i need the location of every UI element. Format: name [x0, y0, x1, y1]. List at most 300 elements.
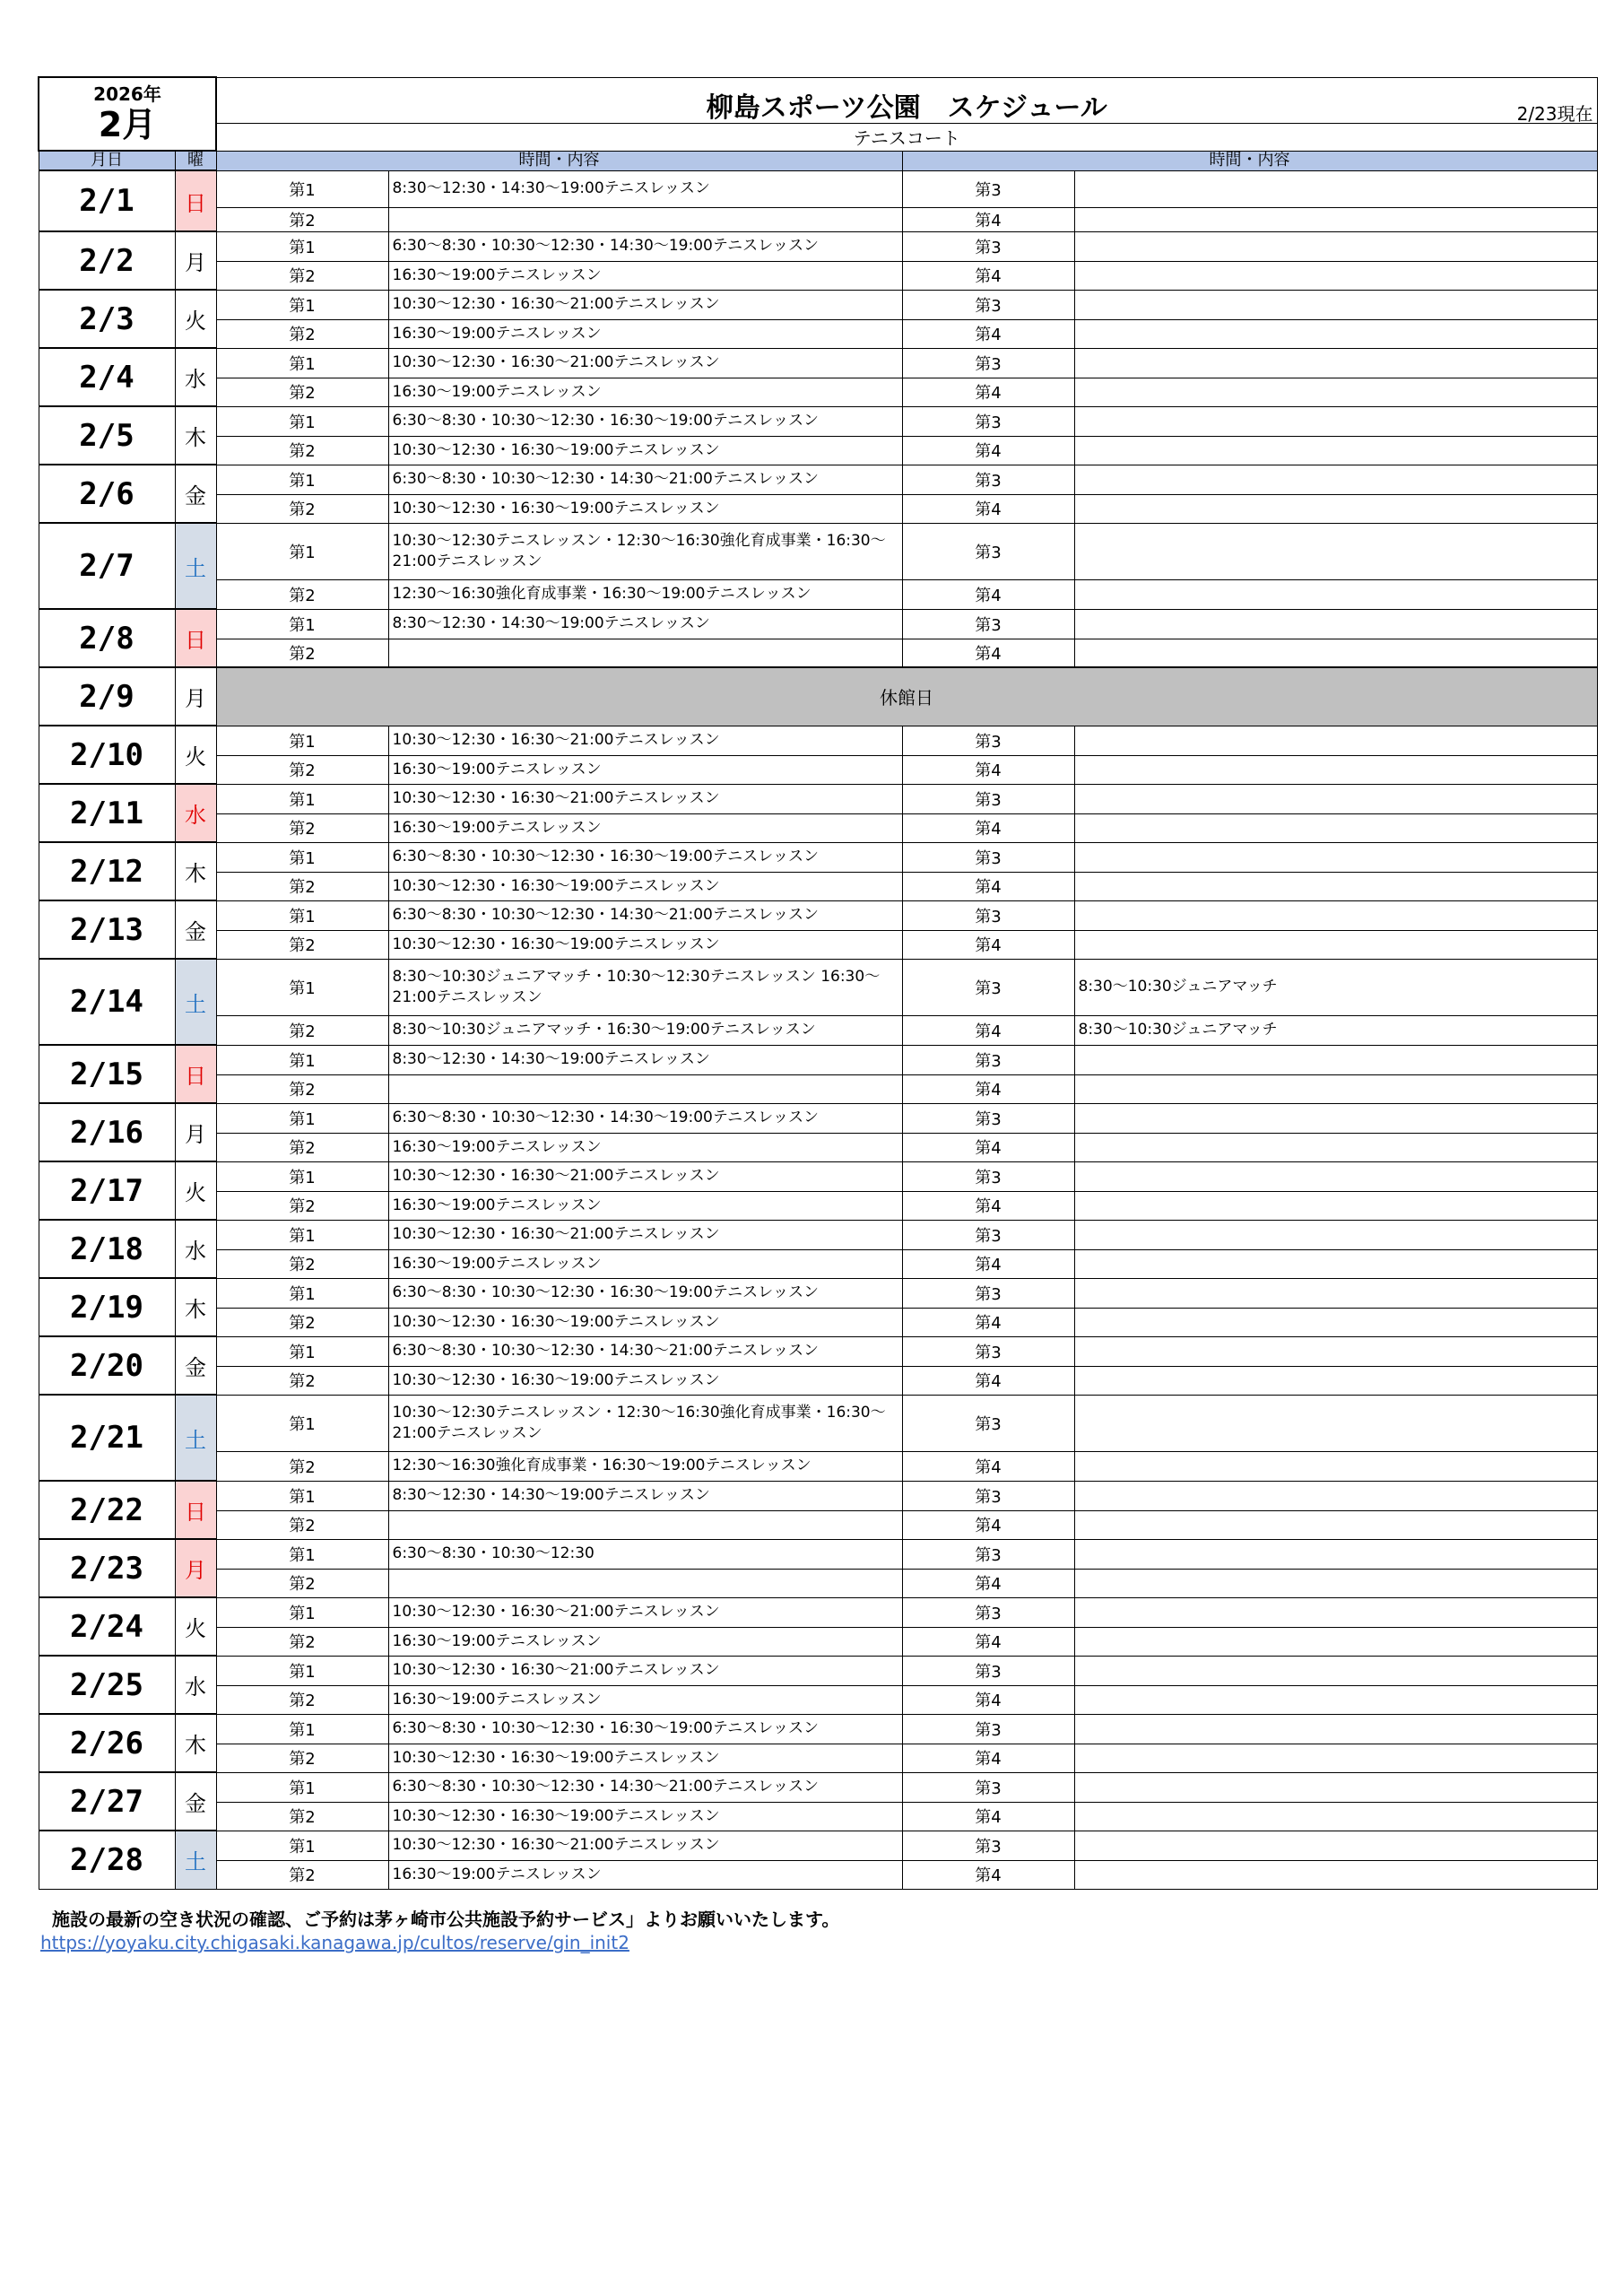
court-schedule	[1074, 1249, 1597, 1278]
court-schedule: 8:30～12:30・14:30～19:00テニスレッスン	[388, 1045, 902, 1074]
day-row	[39, 1278, 1597, 1308]
court-schedule	[1074, 231, 1597, 261]
column-header-date: 月日	[39, 151, 175, 170]
court-label: 第3	[902, 1161, 1074, 1191]
day-date: 2/14	[39, 959, 175, 1045]
court-label: 第2	[216, 1308, 388, 1336]
court-schedule: 16:30～19:00テニスレッスン	[388, 755, 902, 784]
court-label: 第3	[902, 1278, 1074, 1308]
day-of-week: 月	[175, 1539, 216, 1597]
day-date: 2/12	[39, 842, 175, 900]
day-of-week: 日	[175, 1045, 216, 1103]
court-schedule: 10:30～12:30・16:30～21:00テニスレッスン	[388, 290, 902, 319]
day-row	[39, 1045, 1597, 1074]
day-row	[39, 1395, 1597, 1451]
court-schedule: 10:30～12:30・16:30～21:00テニスレッスン	[388, 726, 902, 755]
court-schedule: 16:30～19:00テニスレッスン	[388, 1249, 902, 1278]
day-of-week: 木	[175, 1278, 216, 1336]
day-date: 2/18	[39, 1220, 175, 1278]
court-schedule	[1074, 1278, 1597, 1308]
day-row	[39, 1539, 1597, 1569]
court-label: 第4	[902, 1451, 1074, 1481]
day-row	[39, 1569, 1597, 1597]
court-schedule	[1074, 1685, 1597, 1714]
court-label: 第1	[216, 1336, 388, 1366]
schedule-body	[39, 77, 1597, 1889]
court-label: 第1	[216, 1103, 388, 1133]
day-date: 2/17	[39, 1161, 175, 1220]
day-row	[39, 813, 1597, 842]
court-label: 第1	[216, 290, 388, 319]
as-of-date: 2/23現在	[1516, 102, 1593, 123]
court-label: 第1	[216, 348, 388, 378]
court-label: 第2	[216, 755, 388, 784]
court-schedule: 10:30～12:30・16:30～21:00テニスレッスン	[388, 1831, 902, 1860]
court-label: 第4	[902, 1744, 1074, 1772]
day-row	[39, 1133, 1597, 1161]
court-schedule	[388, 1074, 902, 1103]
court-schedule: 16:30～19:00テニスレッスン	[388, 813, 902, 842]
court-label: 第1	[216, 609, 388, 639]
day-row	[39, 170, 1597, 207]
court-label: 第3	[902, 231, 1074, 261]
day-row	[39, 667, 1597, 726]
court-schedule: 10:30～12:30・16:30～19:00テニスレッスン	[388, 1802, 902, 1831]
court-label: 第4	[902, 494, 1074, 523]
court-schedule	[1074, 872, 1597, 900]
court-schedule: 10:30～12:30・16:30～21:00テニスレッスン	[388, 1656, 902, 1685]
court-schedule: 6:30～8:30・10:30～12:30・16:30～19:00テニスレッスン	[388, 406, 902, 436]
day-row	[39, 378, 1597, 406]
court-schedule	[1074, 348, 1597, 378]
court-label: 第2	[216, 207, 388, 231]
court-schedule	[1074, 1714, 1597, 1744]
court-schedule: 10:30～12:30・16:30～19:00テニスレッスン	[388, 494, 902, 523]
court-label: 第4	[902, 1133, 1074, 1161]
court-label: 第4	[902, 1860, 1074, 1889]
court-schedule: 10:30～12:30・16:30～19:00テニスレッスン	[388, 930, 902, 959]
court-label: 第4	[902, 319, 1074, 348]
court-schedule: 12:30～16:30強化育成事業・16:30～19:00テニスレッスン	[388, 1451, 902, 1481]
month-label: 2月	[98, 105, 157, 144]
court-label: 第3	[902, 1103, 1074, 1133]
court-label: 第4	[902, 579, 1074, 609]
day-row	[39, 609, 1597, 639]
page-title: 柳島スポーツ公園 スケジュール	[706, 91, 1107, 123]
day-row	[39, 1451, 1597, 1481]
schedule-table	[38, 76, 1598, 1890]
day-of-week: 金	[175, 1772, 216, 1831]
day-row	[39, 1744, 1597, 1772]
court-schedule	[1074, 609, 1597, 639]
court-label: 第4	[902, 261, 1074, 290]
court-schedule	[1074, 842, 1597, 872]
court-label: 第3	[902, 1656, 1074, 1685]
day-date: 2/9	[39, 667, 175, 726]
day-date: 2/7	[39, 523, 175, 609]
court-label: 第3	[902, 1772, 1074, 1802]
court-label: 第4	[902, 930, 1074, 959]
day-of-week: 火	[175, 1161, 216, 1220]
court-label: 第3	[902, 1831, 1074, 1860]
court-label: 第1	[216, 1831, 388, 1860]
court-label: 第1	[216, 1772, 388, 1802]
day-row	[39, 755, 1597, 784]
court-label: 第4	[902, 813, 1074, 842]
court-label: 第3	[902, 406, 1074, 436]
day-of-week: 火	[175, 1597, 216, 1656]
court-schedule	[1074, 1161, 1597, 1191]
court-schedule: 8:30～12:30・14:30～19:00テニスレッスン	[388, 170, 902, 207]
court-schedule: 6:30～8:30・10:30～12:30・16:30～19:00テニスレッスン	[388, 842, 902, 872]
court-schedule: 8:30～10:30ジュニアマッチ・16:30～19:00テニスレッスン	[388, 1015, 902, 1045]
court-label: 第1	[216, 1656, 388, 1685]
court-schedule	[388, 207, 902, 231]
day-row	[39, 1015, 1597, 1045]
court-schedule	[1074, 261, 1597, 290]
court-schedule	[388, 1569, 902, 1597]
court-label: 第1	[216, 1481, 388, 1510]
court-label: 第1	[216, 1278, 388, 1308]
day-row	[39, 319, 1597, 348]
court-label: 第4	[902, 1802, 1074, 1831]
day-row	[39, 1220, 1597, 1249]
court-label: 第4	[902, 207, 1074, 231]
footer-note: 施設の最新の空き状況の確認、ご予約は茅ヶ崎市公共施設予約サービス」よりお願いいたします。	[52, 1909, 840, 1930]
court-schedule: 10:30～12:30・16:30～21:00テニスレッスン	[388, 348, 902, 378]
court-label: 第4	[902, 1015, 1074, 1045]
day-row	[39, 1510, 1597, 1539]
day-row	[39, 842, 1597, 872]
court-label: 第4	[902, 1569, 1074, 1597]
court-label: 第1	[216, 170, 388, 207]
court-schedule: 6:30～8:30・10:30～12:30	[388, 1539, 902, 1569]
day-row	[39, 290, 1597, 319]
court-label: 第2	[216, 1627, 388, 1656]
court-label: 第1	[216, 1714, 388, 1744]
day-of-week: 水	[175, 784, 216, 842]
court-schedule	[1074, 1831, 1597, 1860]
day-row	[39, 494, 1597, 523]
column-header-dow: 曜	[175, 151, 216, 170]
day-row	[39, 1191, 1597, 1220]
day-of-week: 土	[175, 1395, 216, 1481]
court-label: 第2	[216, 319, 388, 348]
court-label: 第2	[216, 436, 388, 465]
day-of-week: 土	[175, 1831, 216, 1889]
reservation-link[interactable]: https://yoyaku.city.chigasaki.kanagawa.jp/cultos/reserve/gin_init2	[40, 1932, 629, 1953]
court-schedule: 8:30～10:30ジュニアマッチ・10:30～12:30テニスレッスン 16:30～21:00テニスレッスン	[388, 959, 902, 1015]
day-of-week: 月	[175, 667, 216, 726]
day-row	[39, 1336, 1597, 1366]
court-label: 第4	[902, 872, 1074, 900]
court-schedule: 6:30～8:30・10:30～12:30・14:30～21:00テニスレッスン	[388, 1772, 902, 1802]
day-row	[39, 1249, 1597, 1278]
day-of-week: 水	[175, 1656, 216, 1714]
court-label: 第1	[216, 465, 388, 494]
court-schedule	[1074, 1510, 1597, 1539]
day-row	[39, 1597, 1597, 1627]
court-label: 第3	[902, 959, 1074, 1015]
day-date: 2/24	[39, 1597, 175, 1656]
court-label: 第2	[216, 930, 388, 959]
court-schedule: 8:30～12:30・14:30～19:00テニスレッスン	[388, 609, 902, 639]
court-schedule	[1074, 1656, 1597, 1685]
day-of-week: 月	[175, 231, 216, 290]
day-of-week: 火	[175, 726, 216, 784]
court-schedule: 6:30～8:30・10:30～12:30・14:30～21:00テニスレッスン	[388, 465, 902, 494]
court-schedule: 16:30～19:00テニスレッスン	[388, 378, 902, 406]
court-label: 第4	[902, 1074, 1074, 1103]
court-label: 第1	[216, 523, 388, 579]
court-label: 第4	[902, 1249, 1074, 1278]
day-row	[39, 231, 1597, 261]
court-schedule	[1074, 1133, 1597, 1161]
court-label: 第1	[216, 784, 388, 813]
day-row	[39, 1714, 1597, 1744]
court-label: 第4	[902, 378, 1074, 406]
court-label: 第3	[902, 1481, 1074, 1510]
court-label: 第3	[902, 465, 1074, 494]
court-schedule: 16:30～19:00テニスレッスン	[388, 319, 902, 348]
day-date: 2/15	[39, 1045, 175, 1103]
court-schedule	[1074, 207, 1597, 231]
court-label: 第3	[902, 726, 1074, 755]
court-label: 第4	[902, 1510, 1074, 1539]
court-schedule	[1074, 1481, 1597, 1510]
court-label: 第3	[902, 523, 1074, 579]
day-date: 2/13	[39, 900, 175, 959]
day-of-week: 金	[175, 900, 216, 959]
year-month-cell	[39, 77, 216, 151]
court-label: 第3	[902, 784, 1074, 813]
court-schedule: 10:30～12:30テニスレッスン・12:30～16:30強化育成事業・16:30～21:00テニスレッスン	[388, 523, 902, 579]
court-schedule	[1074, 1772, 1597, 1802]
day-row	[39, 348, 1597, 378]
court-schedule	[1074, 319, 1597, 348]
court-schedule: 16:30～19:00テニスレッスン	[388, 261, 902, 290]
court-label: 第1	[216, 1539, 388, 1569]
court-schedule: 16:30～19:00テニスレッスン	[388, 1133, 902, 1161]
day-row	[39, 784, 1597, 813]
day-of-week: 日	[175, 609, 216, 667]
day-date: 2/4	[39, 348, 175, 406]
court-schedule: 16:30～19:00テニスレッスン	[388, 1860, 902, 1889]
day-row	[39, 1772, 1597, 1802]
court-label: 第1	[216, 842, 388, 872]
court-schedule: 6:30～8:30・10:30～12:30・14:30～21:00テニスレッスン	[388, 900, 902, 930]
court-label: 第3	[902, 1336, 1074, 1366]
day-date: 2/6	[39, 465, 175, 523]
court-schedule	[1074, 1802, 1597, 1831]
day-row	[39, 1831, 1597, 1860]
court-schedule: 6:30～8:30・10:30～12:30・14:30～19:00テニスレッスン	[388, 1103, 902, 1133]
column-header-content-left: 時間・内容	[216, 151, 902, 170]
court-schedule: 6:30～8:30・10:30～12:30・14:30～21:00テニスレッスン	[388, 1336, 902, 1366]
day-row	[39, 465, 1597, 494]
court-schedule	[1074, 465, 1597, 494]
court-label: 第2	[216, 579, 388, 609]
court-schedule	[1074, 1395, 1597, 1451]
court-schedule	[1074, 1569, 1597, 1597]
court-schedule	[1074, 1744, 1597, 1772]
court-label: 第2	[216, 1744, 388, 1772]
day-row	[39, 406, 1597, 436]
court-label: 第3	[902, 1220, 1074, 1249]
day-row	[39, 1481, 1597, 1510]
day-date: 2/8	[39, 609, 175, 667]
day-row	[39, 1366, 1597, 1395]
day-row	[39, 1685, 1597, 1714]
day-row	[39, 872, 1597, 900]
day-row	[39, 207, 1597, 231]
court-schedule: 10:30～12:30・16:30～21:00テニスレッスン	[388, 1161, 902, 1191]
court-label: 第1	[216, 726, 388, 755]
day-row	[39, 930, 1597, 959]
title-cell	[216, 77, 1597, 123]
day-date: 2/2	[39, 231, 175, 290]
court-label: 第1	[216, 1597, 388, 1627]
day-row	[39, 523, 1597, 579]
court-schedule	[1074, 1103, 1597, 1133]
court-schedule: 8:30～10:30ジュニアマッチ	[1074, 959, 1597, 1015]
day-of-week: 金	[175, 1336, 216, 1395]
day-row	[39, 1308, 1597, 1336]
header-row	[39, 77, 1597, 123]
court-label: 第2	[216, 261, 388, 290]
day-of-week: 火	[175, 290, 216, 348]
day-date: 2/19	[39, 1278, 175, 1336]
day-row	[39, 436, 1597, 465]
court-schedule: 8:30～10:30ジュニアマッチ	[1074, 1015, 1597, 1045]
court-label: 第3	[902, 290, 1074, 319]
day-row	[39, 900, 1597, 930]
court-label: 第2	[216, 1074, 388, 1103]
court-schedule: 16:30～19:00テニスレッスン	[388, 1191, 902, 1220]
court-schedule: 16:30～19:00テニスレッスン	[388, 1627, 902, 1656]
court-schedule	[1074, 726, 1597, 755]
court-label: 第3	[902, 842, 1074, 872]
day-date: 2/27	[39, 1772, 175, 1831]
court-label: 第4	[902, 755, 1074, 784]
court-schedule	[1074, 1539, 1597, 1569]
court-label: 第1	[216, 231, 388, 261]
court-schedule: 10:30～12:30・16:30～19:00テニスレッスン	[388, 1308, 902, 1336]
court-schedule: 12:30～16:30強化育成事業・16:30～19:00テニスレッスン	[388, 579, 902, 609]
year-label: 2026年	[93, 83, 161, 105]
court-label: 第3	[902, 609, 1074, 639]
day-of-week: 木	[175, 406, 216, 465]
court-schedule: 10:30～12:30・16:30～19:00テニスレッスン	[388, 1744, 902, 1772]
court-schedule: 10:30～12:30・16:30～21:00テニスレッスン	[388, 784, 902, 813]
day-of-week: 日	[175, 170, 216, 231]
day-date: 2/22	[39, 1481, 175, 1539]
day-row	[39, 726, 1597, 755]
court-schedule	[1074, 1627, 1597, 1656]
court-label: 第3	[902, 1045, 1074, 1074]
court-schedule	[1074, 930, 1597, 959]
court-label: 第1	[216, 1220, 388, 1249]
day-of-week: 水	[175, 348, 216, 406]
court-label: 第2	[216, 1191, 388, 1220]
court-label: 第2	[216, 1685, 388, 1714]
court-schedule	[1074, 1308, 1597, 1336]
day-row	[39, 1656, 1597, 1685]
court-schedule	[1074, 1045, 1597, 1074]
court-label: 第2	[216, 1510, 388, 1539]
court-schedule	[1074, 406, 1597, 436]
court-label: 第2	[216, 1802, 388, 1831]
court-type-row	[39, 123, 1597, 151]
court-schedule: 10:30～12:30・16:30～19:00テニスレッスン	[388, 872, 902, 900]
court-schedule	[1074, 1451, 1597, 1481]
court-schedule	[1074, 523, 1597, 579]
day-row	[39, 1103, 1597, 1133]
court-label: 第2	[216, 1133, 388, 1161]
day-row	[39, 639, 1597, 667]
day-date: 2/16	[39, 1103, 175, 1161]
court-label: 第2	[216, 872, 388, 900]
court-label: 第3	[902, 1597, 1074, 1627]
court-label: 第2	[216, 813, 388, 842]
day-row	[39, 959, 1597, 1015]
court-schedule: 16:30～19:00テニスレッスン	[388, 1685, 902, 1714]
court-label: 第2	[216, 639, 388, 667]
court-label: 第4	[902, 436, 1074, 465]
day-date: 2/23	[39, 1539, 175, 1597]
court-label: 第4	[902, 1308, 1074, 1336]
court-schedule: 10:30～12:30・16:30～21:00テニスレッスン	[388, 1220, 902, 1249]
court-label: 第4	[902, 1191, 1074, 1220]
day-of-week: 金	[175, 465, 216, 523]
day-of-week: 土	[175, 523, 216, 609]
court-schedule	[1074, 784, 1597, 813]
court-label: 第2	[216, 1015, 388, 1045]
column-header-row	[39, 151, 1597, 170]
court-schedule	[1074, 290, 1597, 319]
court-label: 第1	[216, 1045, 388, 1074]
day-of-week: 月	[175, 1103, 216, 1161]
court-schedule: 6:30～8:30・10:30～12:30・14:30～19:00テニスレッスン	[388, 231, 902, 261]
court-schedule: 6:30～8:30・10:30～12:30・16:30～19:00テニスレッスン	[388, 1278, 902, 1308]
court-label: 第2	[216, 378, 388, 406]
day-of-week: 木	[175, 1714, 216, 1772]
court-label: 第2	[216, 1366, 388, 1395]
court-schedule	[1074, 755, 1597, 784]
day-row	[39, 579, 1597, 609]
court-schedule: 10:30～12:30・16:30～19:00テニスレッスン	[388, 436, 902, 465]
court-schedule	[1074, 170, 1597, 207]
closed-day-label: 休館日	[216, 667, 1597, 726]
day-row	[39, 1627, 1597, 1656]
court-type-label: テニスコート	[216, 123, 1597, 151]
court-schedule: 8:30～12:30・14:30～19:00テニスレッスン	[388, 1481, 902, 1510]
day-of-week: 木	[175, 842, 216, 900]
day-of-week: 日	[175, 1481, 216, 1539]
court-schedule	[1074, 579, 1597, 609]
day-date: 2/28	[39, 1831, 175, 1889]
court-label: 第2	[216, 494, 388, 523]
court-label: 第4	[902, 1685, 1074, 1714]
day-date: 2/20	[39, 1336, 175, 1395]
day-date: 2/10	[39, 726, 175, 784]
court-schedule	[1074, 1191, 1597, 1220]
court-schedule	[1074, 1597, 1597, 1627]
court-label: 第3	[902, 1714, 1074, 1744]
court-schedule	[388, 1510, 902, 1539]
day-date: 2/5	[39, 406, 175, 465]
court-schedule	[1074, 1860, 1597, 1889]
